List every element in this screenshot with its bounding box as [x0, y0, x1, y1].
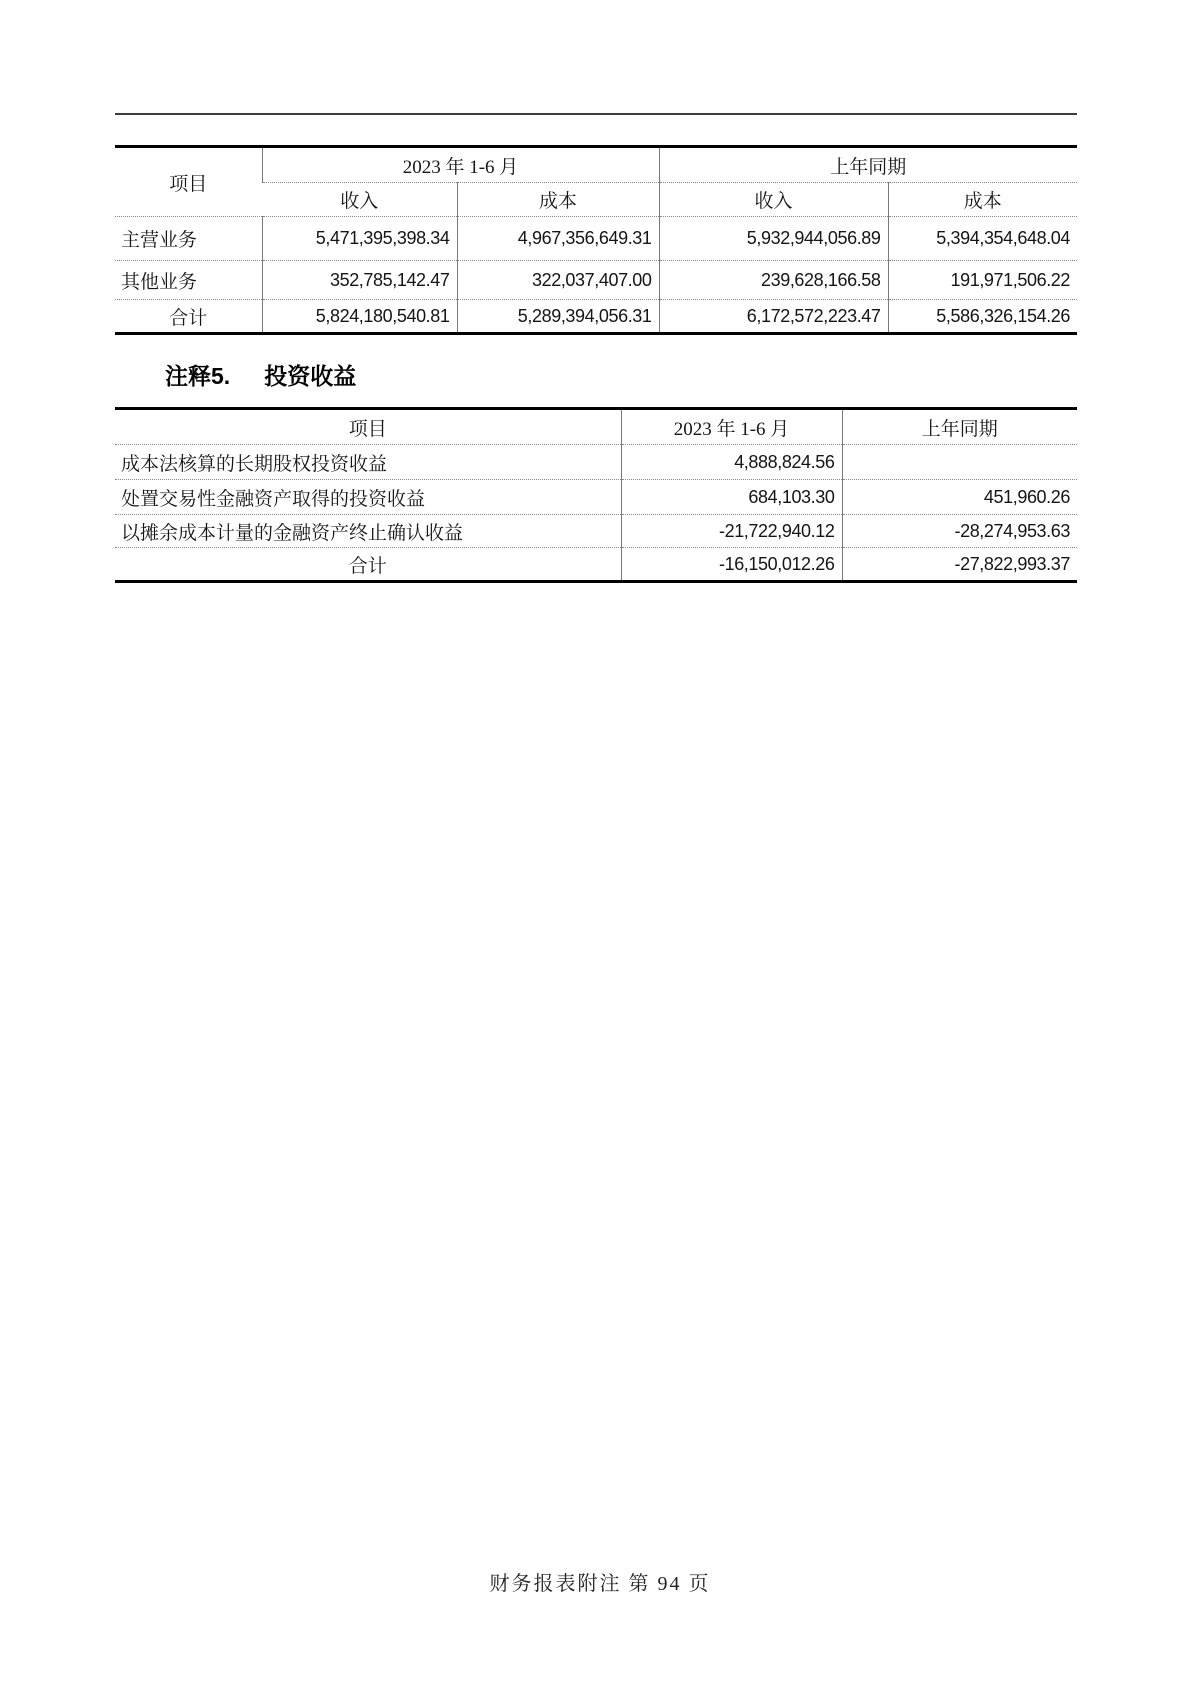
note5-number: 注释5. — [165, 363, 231, 389]
t2-row-label: 处置交易性金融资产取得的投资收益 — [121, 488, 426, 510]
t2-header-prior: 上年同期 — [842, 409, 1077, 445]
note5-title: 投资收益 — [264, 363, 357, 389]
t2-cell: -28,274,953.63 — [842, 515, 1077, 548]
table-row — [115, 445, 1077, 480]
t1-header-period-prior: 上年同期 — [659, 147, 1077, 183]
t1-cell: 352,785,142.47 — [262, 261, 457, 300]
table-row-total — [115, 300, 1077, 334]
t2-cell: -16,150,012.26 — [621, 548, 842, 582]
t2-row-label: 以摊余成本计量的金融资产终止确认收益 — [121, 522, 464, 544]
t1-row-label: 其他业务 — [121, 271, 198, 293]
t1-cell: 5,471,395,398.34 — [262, 217, 457, 261]
t1-subheader-income-prior: 收入 — [659, 183, 888, 217]
t1-cell: 5,289,394,056.31 — [457, 300, 659, 334]
t2-cell: 451,960.26 — [842, 480, 1077, 515]
investment-income-table — [115, 407, 1077, 583]
t1-total-label: 合计 — [169, 307, 208, 329]
note5-heading — [165, 358, 356, 391]
t1-header-item: 项目 — [169, 173, 208, 195]
t2-cell: 4,888,824.56 — [621, 445, 842, 480]
t1-cell: 5,394,354,648.04 — [888, 217, 1077, 261]
t1-row-label: 主营业务 — [121, 230, 198, 251]
table-row — [115, 515, 1077, 548]
table-row-total — [115, 548, 1077, 582]
t2-row-label: 成本法核算的长期股权投资收益 — [121, 453, 388, 475]
t1-subheader-cost-prior: 成本 — [888, 183, 1077, 217]
t1-cell: 5,586,326,154.26 — [888, 300, 1077, 334]
t1-cell: 6,172,572,223.47 — [659, 300, 888, 334]
t1-subheader-income-current: 收入 — [340, 191, 379, 212]
t2-header-current: 2023 年 1-6 月 — [621, 409, 842, 445]
table-row — [115, 480, 1077, 515]
t2-header-item: 项目 — [348, 418, 387, 440]
t1-header-period-current: 2023 年 1-6 月 — [262, 147, 659, 183]
table-row — [115, 217, 1077, 261]
t2-cell — [842, 445, 1077, 480]
t1-cell: 239,628,166.58 — [659, 261, 888, 300]
t2-cell: -21,722,940.12 — [621, 515, 842, 548]
t1-subheader-cost-current: 成本 — [457, 183, 659, 217]
table-row — [115, 261, 1077, 300]
page-footer: 财务报表附注 第 94 页 — [489, 1573, 711, 1595]
revenue-cost-table — [115, 145, 1077, 335]
t1-cell: 191,971,506.22 — [888, 261, 1077, 300]
t2-cell: 684,103.30 — [621, 480, 842, 515]
t1-cell: 5,932,944,056.89 — [659, 217, 888, 261]
t1-cell: 322,037,407.00 — [457, 261, 659, 300]
t1-cell: 5,824,180,540.81 — [262, 300, 457, 334]
t2-cell: -27,822,993.37 — [842, 548, 1077, 582]
t1-cell: 4,967,356,649.31 — [457, 217, 659, 261]
page-header-rule — [115, 113, 1077, 115]
t2-total-label: 合计 — [348, 555, 387, 577]
